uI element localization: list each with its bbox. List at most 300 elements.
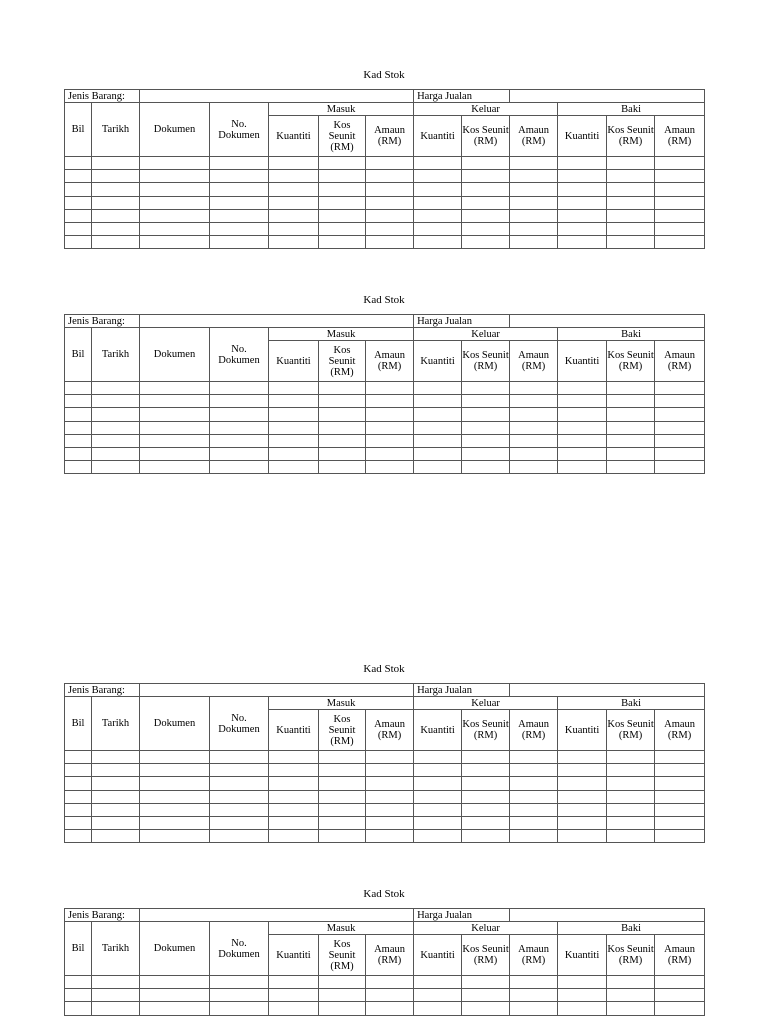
cell[interactable] bbox=[140, 236, 210, 249]
cell[interactable] bbox=[655, 989, 705, 1002]
cell[interactable] bbox=[140, 447, 210, 460]
cell[interactable] bbox=[558, 236, 607, 249]
cell[interactable] bbox=[269, 989, 319, 1002]
cell[interactable] bbox=[558, 222, 607, 235]
cell[interactable] bbox=[366, 816, 414, 829]
cell[interactable] bbox=[92, 157, 140, 170]
cell[interactable] bbox=[140, 222, 210, 235]
cell[interactable] bbox=[210, 976, 269, 989]
cell[interactable] bbox=[366, 382, 414, 395]
cell[interactable] bbox=[366, 830, 414, 843]
cell[interactable] bbox=[92, 751, 140, 764]
cell[interactable] bbox=[140, 408, 210, 421]
cell[interactable] bbox=[319, 170, 366, 183]
cell[interactable] bbox=[655, 816, 705, 829]
cell[interactable] bbox=[510, 989, 558, 1002]
cell[interactable] bbox=[319, 830, 366, 843]
cell[interactable] bbox=[366, 157, 414, 170]
cell[interactable] bbox=[210, 236, 269, 249]
cell[interactable] bbox=[366, 222, 414, 235]
cell[interactable] bbox=[558, 434, 607, 447]
cell[interactable] bbox=[462, 209, 510, 222]
cell[interactable] bbox=[655, 395, 705, 408]
cell[interactable] bbox=[65, 236, 92, 249]
cell[interactable] bbox=[210, 222, 269, 235]
cell[interactable] bbox=[655, 976, 705, 989]
cell[interactable] bbox=[414, 183, 462, 196]
cell[interactable] bbox=[558, 395, 607, 408]
cell[interactable] bbox=[65, 421, 92, 434]
cell[interactable] bbox=[140, 777, 210, 790]
cell[interactable] bbox=[319, 1002, 366, 1015]
cell[interactable] bbox=[558, 382, 607, 395]
cell[interactable] bbox=[92, 408, 140, 421]
cell[interactable] bbox=[607, 830, 655, 843]
cell[interactable] bbox=[319, 461, 366, 474]
selling-price-field[interactable] bbox=[510, 684, 705, 697]
cell[interactable] bbox=[462, 764, 510, 777]
cell[interactable] bbox=[607, 447, 655, 460]
cell[interactable] bbox=[366, 777, 414, 790]
cell[interactable] bbox=[655, 170, 705, 183]
cell[interactable] bbox=[65, 447, 92, 460]
cell[interactable] bbox=[462, 989, 510, 1002]
cell[interactable] bbox=[607, 408, 655, 421]
cell[interactable] bbox=[655, 382, 705, 395]
cell[interactable] bbox=[92, 434, 140, 447]
cell[interactable] bbox=[65, 395, 92, 408]
cell[interactable] bbox=[269, 196, 319, 209]
cell[interactable] bbox=[92, 989, 140, 1002]
cell[interactable] bbox=[366, 408, 414, 421]
cell[interactable] bbox=[210, 803, 269, 816]
cell[interactable] bbox=[210, 830, 269, 843]
cell[interactable] bbox=[510, 183, 558, 196]
cell[interactable] bbox=[366, 461, 414, 474]
cell[interactable] bbox=[462, 777, 510, 790]
cell[interactable] bbox=[269, 790, 319, 803]
cell[interactable] bbox=[269, 408, 319, 421]
cell[interactable] bbox=[269, 447, 319, 460]
cell[interactable] bbox=[92, 816, 140, 829]
cell[interactable] bbox=[269, 816, 319, 829]
cell[interactable] bbox=[462, 803, 510, 816]
cell[interactable] bbox=[366, 447, 414, 460]
cell[interactable] bbox=[607, 434, 655, 447]
cell[interactable] bbox=[210, 157, 269, 170]
cell[interactable] bbox=[92, 209, 140, 222]
cell[interactable] bbox=[655, 447, 705, 460]
cell[interactable] bbox=[366, 183, 414, 196]
cell[interactable] bbox=[655, 209, 705, 222]
cell[interactable] bbox=[65, 1002, 92, 1015]
cell[interactable] bbox=[319, 408, 366, 421]
cell[interactable] bbox=[607, 751, 655, 764]
cell[interactable] bbox=[655, 434, 705, 447]
cell[interactable] bbox=[366, 1002, 414, 1015]
cell[interactable] bbox=[92, 447, 140, 460]
cell[interactable] bbox=[462, 976, 510, 989]
cell[interactable] bbox=[269, 764, 319, 777]
cell[interactable] bbox=[210, 395, 269, 408]
cell[interactable] bbox=[319, 157, 366, 170]
cell[interactable] bbox=[607, 976, 655, 989]
cell[interactable] bbox=[319, 183, 366, 196]
cell[interactable] bbox=[510, 421, 558, 434]
cell[interactable] bbox=[414, 170, 462, 183]
cell[interactable] bbox=[269, 209, 319, 222]
cell[interactable] bbox=[414, 209, 462, 222]
cell[interactable] bbox=[366, 751, 414, 764]
cell[interactable] bbox=[655, 803, 705, 816]
cell[interactable] bbox=[319, 421, 366, 434]
cell[interactable] bbox=[558, 764, 607, 777]
cell[interactable] bbox=[65, 830, 92, 843]
cell[interactable] bbox=[366, 209, 414, 222]
cell[interactable] bbox=[510, 790, 558, 803]
cell[interactable] bbox=[269, 236, 319, 249]
selling-price-field[interactable] bbox=[510, 90, 705, 103]
cell[interactable] bbox=[462, 461, 510, 474]
cell[interactable] bbox=[92, 382, 140, 395]
cell[interactable] bbox=[414, 830, 462, 843]
cell[interactable] bbox=[414, 790, 462, 803]
cell[interactable] bbox=[319, 434, 366, 447]
cell[interactable] bbox=[210, 183, 269, 196]
cell[interactable] bbox=[366, 236, 414, 249]
cell[interactable] bbox=[140, 790, 210, 803]
cell[interactable] bbox=[462, 1002, 510, 1015]
cell[interactable] bbox=[510, 816, 558, 829]
cell[interactable] bbox=[558, 803, 607, 816]
cell[interactable] bbox=[607, 989, 655, 1002]
cell[interactable] bbox=[607, 395, 655, 408]
cell[interactable] bbox=[269, 183, 319, 196]
cell[interactable] bbox=[269, 1002, 319, 1015]
cell[interactable] bbox=[510, 434, 558, 447]
item-type-field[interactable] bbox=[140, 909, 414, 922]
cell[interactable] bbox=[140, 170, 210, 183]
cell[interactable] bbox=[65, 751, 92, 764]
cell[interactable] bbox=[414, 421, 462, 434]
cell[interactable] bbox=[92, 461, 140, 474]
cell[interactable] bbox=[655, 157, 705, 170]
cell[interactable] bbox=[510, 157, 558, 170]
cell[interactable] bbox=[558, 447, 607, 460]
cell[interactable] bbox=[366, 421, 414, 434]
selling-price-field[interactable] bbox=[510, 315, 705, 328]
cell[interactable] bbox=[92, 222, 140, 235]
cell[interactable] bbox=[92, 1002, 140, 1015]
cell[interactable] bbox=[65, 183, 92, 196]
cell[interactable] bbox=[92, 170, 140, 183]
cell[interactable] bbox=[414, 989, 462, 1002]
cell[interactable] bbox=[140, 434, 210, 447]
cell[interactable] bbox=[558, 751, 607, 764]
cell[interactable] bbox=[655, 408, 705, 421]
cell[interactable] bbox=[65, 222, 92, 235]
cell[interactable] bbox=[655, 764, 705, 777]
cell[interactable] bbox=[65, 382, 92, 395]
cell[interactable] bbox=[655, 751, 705, 764]
cell[interactable] bbox=[414, 764, 462, 777]
cell[interactable] bbox=[65, 764, 92, 777]
cell[interactable] bbox=[366, 395, 414, 408]
cell[interactable] bbox=[655, 1002, 705, 1015]
cell[interactable] bbox=[92, 764, 140, 777]
cell[interactable] bbox=[510, 777, 558, 790]
cell[interactable] bbox=[607, 461, 655, 474]
cell[interactable] bbox=[140, 157, 210, 170]
cell[interactable] bbox=[462, 222, 510, 235]
cell[interactable] bbox=[462, 382, 510, 395]
cell[interactable] bbox=[140, 976, 210, 989]
cell[interactable] bbox=[558, 183, 607, 196]
cell[interactable] bbox=[319, 196, 366, 209]
item-type-field[interactable] bbox=[140, 684, 414, 697]
cell[interactable] bbox=[607, 222, 655, 235]
cell[interactable] bbox=[366, 790, 414, 803]
cell[interactable] bbox=[65, 777, 92, 790]
cell[interactable] bbox=[462, 816, 510, 829]
cell[interactable] bbox=[140, 382, 210, 395]
cell[interactable] bbox=[319, 764, 366, 777]
cell[interactable] bbox=[655, 236, 705, 249]
cell[interactable] bbox=[140, 764, 210, 777]
cell[interactable] bbox=[607, 183, 655, 196]
item-type-field[interactable] bbox=[140, 90, 414, 103]
cell[interactable] bbox=[140, 183, 210, 196]
cell[interactable] bbox=[140, 816, 210, 829]
cell[interactable] bbox=[269, 751, 319, 764]
cell[interactable] bbox=[65, 434, 92, 447]
cell[interactable] bbox=[510, 447, 558, 460]
cell[interactable] bbox=[655, 196, 705, 209]
cell[interactable] bbox=[319, 447, 366, 460]
cell[interactable] bbox=[319, 222, 366, 235]
cell[interactable] bbox=[414, 408, 462, 421]
cell[interactable] bbox=[140, 751, 210, 764]
cell[interactable] bbox=[319, 816, 366, 829]
cell[interactable] bbox=[558, 989, 607, 1002]
cell[interactable] bbox=[319, 976, 366, 989]
cell[interactable] bbox=[140, 421, 210, 434]
cell[interactable] bbox=[92, 976, 140, 989]
cell[interactable] bbox=[510, 209, 558, 222]
cell[interactable] bbox=[65, 461, 92, 474]
cell[interactable] bbox=[269, 222, 319, 235]
cell[interactable] bbox=[558, 830, 607, 843]
cell[interactable] bbox=[510, 382, 558, 395]
cell[interactable] bbox=[607, 790, 655, 803]
cell[interactable] bbox=[140, 209, 210, 222]
cell[interactable] bbox=[92, 777, 140, 790]
cell[interactable] bbox=[607, 764, 655, 777]
cell[interactable] bbox=[607, 816, 655, 829]
cell[interactable] bbox=[462, 790, 510, 803]
cell[interactable] bbox=[607, 209, 655, 222]
cell[interactable] bbox=[269, 157, 319, 170]
cell[interactable] bbox=[655, 183, 705, 196]
cell[interactable] bbox=[510, 1002, 558, 1015]
item-type-field[interactable] bbox=[140, 315, 414, 328]
cell[interactable] bbox=[210, 196, 269, 209]
cell[interactable] bbox=[414, 803, 462, 816]
cell[interactable] bbox=[607, 236, 655, 249]
cell[interactable] bbox=[558, 170, 607, 183]
cell[interactable] bbox=[655, 421, 705, 434]
cell[interactable] bbox=[462, 196, 510, 209]
cell[interactable] bbox=[558, 790, 607, 803]
cell[interactable] bbox=[319, 803, 366, 816]
cell[interactable] bbox=[462, 434, 510, 447]
cell[interactable] bbox=[269, 976, 319, 989]
cell[interactable] bbox=[607, 1002, 655, 1015]
cell[interactable] bbox=[510, 830, 558, 843]
cell[interactable] bbox=[462, 183, 510, 196]
cell[interactable] bbox=[510, 764, 558, 777]
cell[interactable] bbox=[269, 170, 319, 183]
cell[interactable] bbox=[510, 408, 558, 421]
cell[interactable] bbox=[366, 196, 414, 209]
cell[interactable] bbox=[269, 461, 319, 474]
cell[interactable] bbox=[319, 790, 366, 803]
cell[interactable] bbox=[92, 421, 140, 434]
cell[interactable] bbox=[366, 764, 414, 777]
cell[interactable] bbox=[210, 751, 269, 764]
cell[interactable] bbox=[269, 395, 319, 408]
cell[interactable] bbox=[140, 461, 210, 474]
cell[interactable] bbox=[210, 382, 269, 395]
cell[interactable] bbox=[462, 421, 510, 434]
cell[interactable] bbox=[269, 434, 319, 447]
cell[interactable] bbox=[319, 751, 366, 764]
cell[interactable] bbox=[414, 236, 462, 249]
cell[interactable] bbox=[607, 157, 655, 170]
cell[interactable] bbox=[462, 447, 510, 460]
cell[interactable] bbox=[414, 196, 462, 209]
cell[interactable] bbox=[462, 830, 510, 843]
cell[interactable] bbox=[558, 209, 607, 222]
cell[interactable] bbox=[140, 830, 210, 843]
cell[interactable] bbox=[319, 989, 366, 1002]
cell[interactable] bbox=[510, 170, 558, 183]
cell[interactable] bbox=[558, 461, 607, 474]
cell[interactable] bbox=[140, 395, 210, 408]
cell[interactable] bbox=[558, 196, 607, 209]
cell[interactable] bbox=[269, 830, 319, 843]
cell[interactable] bbox=[210, 447, 269, 460]
cell[interactable] bbox=[210, 170, 269, 183]
cell[interactable] bbox=[558, 1002, 607, 1015]
cell[interactable] bbox=[655, 461, 705, 474]
selling-price-field[interactable] bbox=[510, 909, 705, 922]
cell[interactable] bbox=[462, 395, 510, 408]
cell[interactable] bbox=[414, 222, 462, 235]
cell[interactable] bbox=[210, 209, 269, 222]
cell[interactable] bbox=[210, 989, 269, 1002]
cell[interactable] bbox=[366, 170, 414, 183]
cell[interactable] bbox=[65, 790, 92, 803]
cell[interactable] bbox=[414, 816, 462, 829]
cell[interactable] bbox=[510, 236, 558, 249]
cell[interactable] bbox=[65, 196, 92, 209]
cell[interactable] bbox=[462, 408, 510, 421]
cell[interactable] bbox=[655, 830, 705, 843]
cell[interactable] bbox=[607, 777, 655, 790]
cell[interactable] bbox=[414, 382, 462, 395]
cell[interactable] bbox=[510, 976, 558, 989]
cell[interactable] bbox=[414, 434, 462, 447]
cell[interactable] bbox=[140, 989, 210, 1002]
cell[interactable] bbox=[140, 196, 210, 209]
cell[interactable] bbox=[210, 777, 269, 790]
cell[interactable] bbox=[414, 447, 462, 460]
cell[interactable] bbox=[510, 395, 558, 408]
cell[interactable] bbox=[92, 790, 140, 803]
cell[interactable] bbox=[366, 803, 414, 816]
cell[interactable] bbox=[65, 989, 92, 1002]
cell[interactable] bbox=[319, 395, 366, 408]
cell[interactable] bbox=[462, 170, 510, 183]
cell[interactable] bbox=[269, 777, 319, 790]
cell[interactable] bbox=[414, 976, 462, 989]
cell[interactable] bbox=[269, 421, 319, 434]
cell[interactable] bbox=[607, 382, 655, 395]
cell[interactable] bbox=[65, 816, 92, 829]
cell[interactable] bbox=[510, 461, 558, 474]
cell[interactable] bbox=[462, 236, 510, 249]
cell[interactable] bbox=[462, 157, 510, 170]
cell[interactable] bbox=[462, 751, 510, 764]
cell[interactable] bbox=[366, 989, 414, 1002]
cell[interactable] bbox=[65, 157, 92, 170]
cell[interactable] bbox=[210, 790, 269, 803]
cell[interactable] bbox=[92, 196, 140, 209]
cell[interactable] bbox=[558, 816, 607, 829]
cell[interactable] bbox=[92, 395, 140, 408]
cell[interactable] bbox=[558, 408, 607, 421]
cell[interactable] bbox=[510, 751, 558, 764]
cell[interactable] bbox=[92, 236, 140, 249]
cell[interactable] bbox=[269, 803, 319, 816]
cell[interactable] bbox=[210, 764, 269, 777]
cell[interactable] bbox=[210, 1002, 269, 1015]
cell[interactable] bbox=[319, 236, 366, 249]
cell[interactable] bbox=[210, 421, 269, 434]
cell[interactable] bbox=[414, 461, 462, 474]
cell[interactable] bbox=[366, 434, 414, 447]
cell[interactable] bbox=[510, 803, 558, 816]
cell[interactable] bbox=[558, 976, 607, 989]
cell[interactable] bbox=[558, 421, 607, 434]
cell[interactable] bbox=[210, 434, 269, 447]
cell[interactable] bbox=[414, 157, 462, 170]
cell[interactable] bbox=[140, 1002, 210, 1015]
cell[interactable] bbox=[414, 1002, 462, 1015]
cell[interactable] bbox=[510, 196, 558, 209]
cell[interactable] bbox=[65, 408, 92, 421]
cell[interactable] bbox=[607, 170, 655, 183]
cell[interactable] bbox=[319, 209, 366, 222]
cell[interactable] bbox=[558, 777, 607, 790]
cell[interactable] bbox=[607, 196, 655, 209]
cell[interactable] bbox=[655, 222, 705, 235]
cell[interactable] bbox=[319, 382, 366, 395]
cell[interactable] bbox=[510, 222, 558, 235]
cell[interactable] bbox=[210, 408, 269, 421]
cell[interactable] bbox=[414, 777, 462, 790]
